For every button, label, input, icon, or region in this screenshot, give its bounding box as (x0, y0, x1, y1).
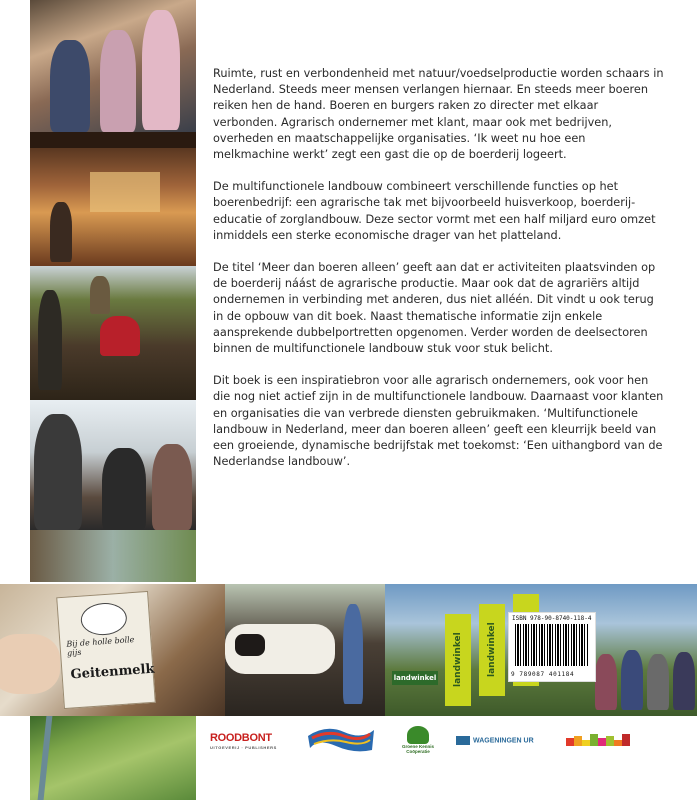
barcode-bars (515, 624, 589, 666)
goat-milk-label (56, 591, 156, 709)
flag-1: landwinkel (445, 614, 471, 706)
paragraph-title: De titel ‘Meer dan boeren alleen’ geeft aan dat er activiteiten plaatsvinden op de boerderij náást de agrarische productie. Maar ook dat de agrariërs altijd ondernemen in verbinding met anderen, dus niet alléén. Dit vindt u ook terug in de opbouw van dit boek. Naast thematische informatie zijn enkele aansprekende dubbelportretten opgenomen. Verder worden de deelsectoren binnen de multifunctionele landbouw stuk voor stuk belicht. (213, 261, 656, 356)
back-cover-text (213, 66, 665, 486)
wageningen-logo: WAGENINGEN UR (456, 736, 534, 745)
paragraph-intro: Ruimte, rust en verbondenheid met natuur/voedselproductie worden schaars in Nederland. Steeds meer mensen verlangen hiernaar. En steeds meer boeren reiken hen de hand. Boeren en burgers raken zo directer met elkaar verbonden. Agrarisch ondernemer met klant, maar ook met bedrijven, overheden en maatschappelijke organisaties. ‘Ik weet nu hoe een melkmachine werkt’ zegt een gast die op de boerderij logeert. (213, 67, 664, 162)
isbn-barcode (508, 612, 596, 682)
farm-shop-photo (30, 132, 196, 266)
fence-meadow-photo (30, 530, 196, 582)
paragraph-multifunctional: De multifunctionele landbouw combineert verschillende functies op het boerenbedrijf: een agrarische tak met bijvoorbeeld huisverkoop, boerderij-educatie of zorglandbouw. Deze sector vormt met een half miljard euro omzet inmiddels een sterke economische drager van het platteland. (213, 180, 656, 242)
landwinkel-sign: landwinkel (392, 671, 438, 685)
barcode-digits: 9 789087 401184 (511, 671, 575, 678)
landbouw-wave-logo (306, 724, 376, 756)
roodbont-logo: ROODBONT UITGEVERIJ · PUBLISHERS (210, 732, 277, 750)
aerial-field-photo (30, 716, 196, 800)
farmers-portrait-photo (30, 400, 196, 530)
paragraph-audience: Dit boek is een inspiratiebron voor alle agrarisch ondernemers, ook voor hen die nog niet actief zijn in de multifunctionele landbouw. Daarnaast voor klanten en organisaties die van verbrede diensten gebruikmaken. ‘Multifunctionele landbouw in Nederland, meer dan boeren alleen’ geeft een kleurrijk beeld van een groeiende, dynamische bedrijfstak met toekomst: ‘Een uithangbord van de Nederlandse landbouw’. (213, 374, 664, 469)
groene-kennis-logo: Groene Kennis Coöperatie (396, 726, 440, 754)
goat-milk-photo (0, 584, 225, 716)
flag-2: landwinkel (479, 604, 505, 696)
label-product: Geitenmelk (70, 661, 155, 683)
isbn-number: ISBN 978-90-8740-118-4 (512, 615, 592, 622)
cows-stable-photo (225, 584, 385, 716)
field-workers-photo (30, 266, 196, 400)
market-photo (30, 0, 196, 132)
label-brand: Bij de holle bolle gijs (66, 635, 135, 658)
publisher-logos (200, 720, 697, 780)
platteland-logo (566, 732, 638, 752)
